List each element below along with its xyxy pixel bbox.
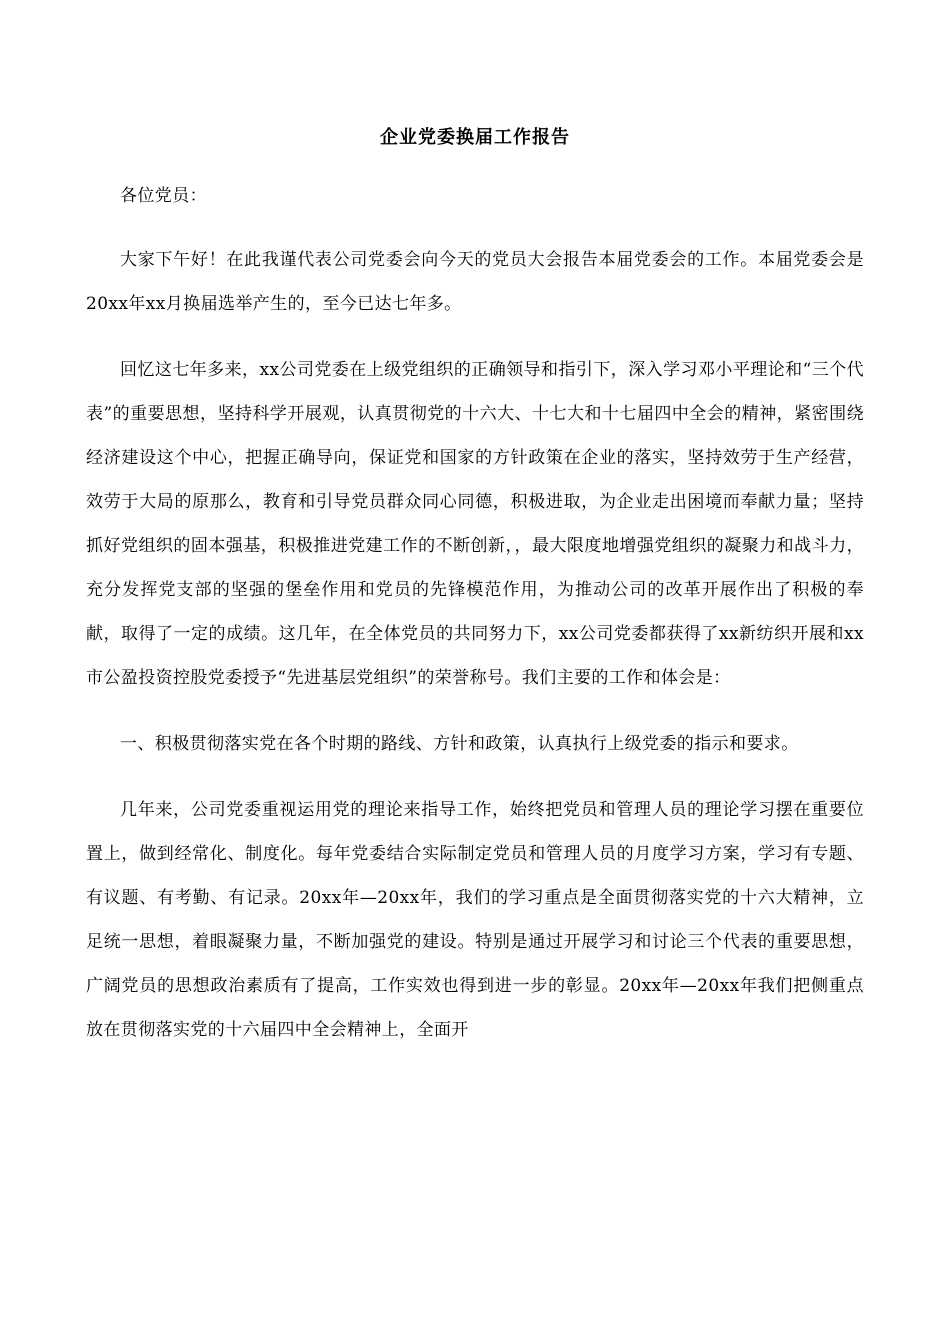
paragraph-section-one-body: 几年来，公司党委重视运用党的理论来指导工作，始终把党员和管理人员的理论学习摆在重要位置上，做到经常化、制度化。每年党委结合实际制定党员和管理人员的月度学习方案，学习有专题、有议题、有考勤、有记录。20xx年—20xx年，我们的学习重点是全面贯彻落实党的十六大精神，立足统一思想，着眼凝聚力量，不断加强党的建设。特别是通过开展学习和讨论三个代表的重要思想，广阔党员的思想政治素质有了提高，工作实效也得到进一步的彰显。20xx年—20xx年我们把侧重点放在贯彻落实党的十六届四中全会精神上，全面开: [86, 800, 864, 1040]
salutation: 各位党员：: [120, 186, 207, 206]
paragraph-section-one-heading: 一、积极贯彻落实党在各个时期的路线、方针和政策，认真执行上级党委的指示和要求。: [120, 734, 799, 754]
document-title: 企业党委换届工作报告: [380, 127, 570, 148]
paragraph-review: 回忆这七年多来，xx公司党委在上级党组织的正确领导和指引下，深入学习邓小平理论和“三个代表”的重要思想，坚持科学开展观，认真贯彻党的十六大、十七大和十七届四中全会的精神，紧密围绕经济建设这个中心，把握正确导向，保证党和国家的方针政策在企业的落实，坚持效劳于生产经营，效劳于大局的原那么，教育和引导党员群众同心同德，积极进取，为企业走出困境而奉献力量；坚持抓好党组织的固本强基，积极推进党建工作的不断创新，，最大限度地增强党组织的凝聚力和战斗力，充分发挥党支部的坚强的堡垒作用和党员的先锋模范作用，为推动公司的改革开展作出了积极的奉献，取得了一定的成绩。这几年，在全体党员的共同努力下，xx公司党委都获得了xx新纺织开展和xx市公盈投资控股党委授予“先进基层党组织”的荣誉称号。我们主要的工作和体会是：: [86, 360, 864, 688]
paragraph-greeting: 大家下午好！在此我谨代表公司党委会向今天的党员大会报告本届党委会的工作。本届党委会是20xx年xx月换届选举产生的，至今已达七年多。: [86, 250, 864, 314]
